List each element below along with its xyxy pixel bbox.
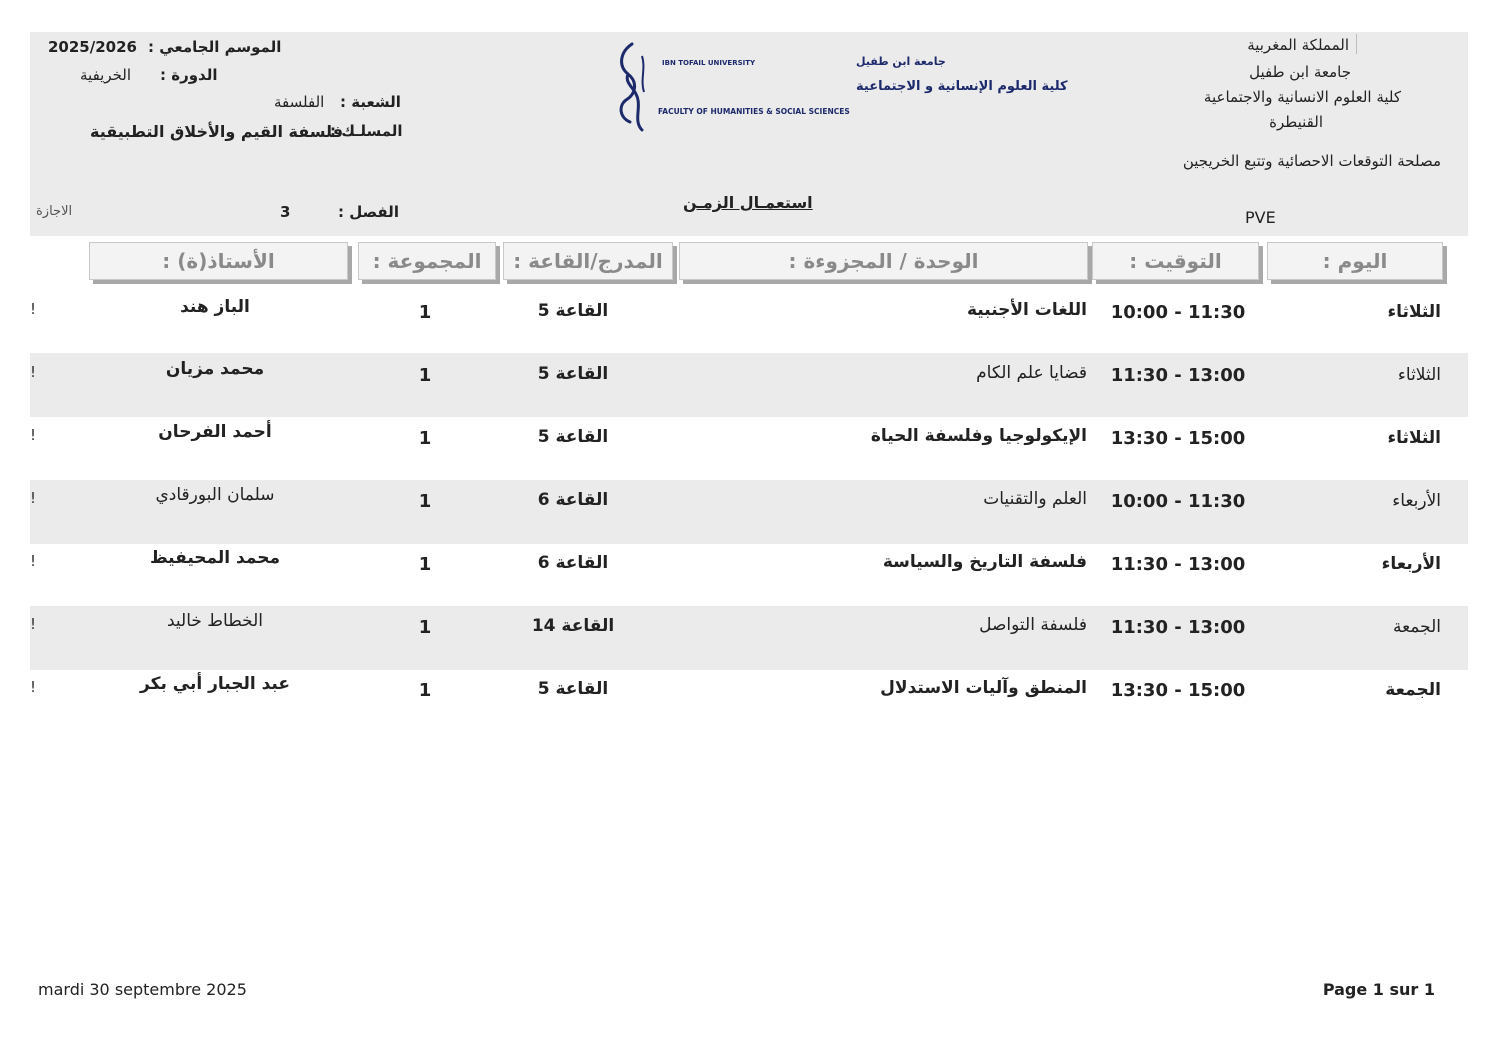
pve-code: PVE bbox=[1245, 208, 1276, 227]
university-label: جامعة ابن طفيل bbox=[1249, 63, 1351, 81]
row-time: 13:30 - 15:00 bbox=[1110, 428, 1246, 449]
semester-label: الفصل : bbox=[338, 203, 399, 221]
kingdom-label: المملكة المغربية bbox=[1247, 36, 1349, 54]
logo-line1-ar: جامعة ابن طفيل bbox=[856, 55, 946, 68]
column-header-group: المجموعة : bbox=[358, 242, 496, 280]
logo-line2-ar: كلية العلوم الإنسانية و الاجتماعية bbox=[856, 79, 1068, 94]
logo-line3-en: FACULTY OF HUMANITIES & SOCIAL SCIENCES bbox=[658, 107, 850, 116]
row-module: فلسفة التاريخ والسياسة bbox=[882, 552, 1087, 572]
logo-emblem-icon bbox=[621, 44, 642, 130]
row-room: القاعة 5 bbox=[537, 364, 609, 384]
row-module: اللغات الأجنبية bbox=[967, 300, 1087, 320]
column-header-time: التوقيت : bbox=[1092, 242, 1259, 280]
row-room: القاعة 5 bbox=[537, 679, 609, 699]
logo-line1-en: IBN TOFAIL UNIVERSITY bbox=[662, 59, 756, 67]
row-room: القاعة 14 bbox=[531, 616, 615, 636]
city-label: القنيطرة bbox=[1269, 113, 1323, 131]
row-prof: محمد مزيان bbox=[165, 359, 265, 379]
row-day: الجمعة bbox=[1392, 617, 1441, 637]
row-clipped-cell: ! bbox=[30, 426, 37, 444]
logo-emblem-stroke-icon bbox=[642, 56, 644, 92]
row-room: القاعة 6 bbox=[537, 490, 609, 510]
row-clipped-cell: ! bbox=[30, 552, 37, 570]
degree-label: الاجازة bbox=[36, 204, 73, 219]
service-label: مصلحة التوقعات الاحصائية وتتبع الخريجين bbox=[1182, 152, 1441, 170]
row-clipped-cell: ! bbox=[30, 300, 37, 318]
row-module: المنطق وآليات الاستدلال bbox=[880, 678, 1087, 698]
row-prof: عبد الجبار أبي بكر bbox=[140, 674, 290, 694]
season-label: الموسم الجامعي : bbox=[148, 38, 282, 56]
row-room: القاعة 5 bbox=[537, 427, 609, 447]
row-prof: أحمد الفرحان bbox=[158, 422, 272, 442]
column-header-day: اليوم : bbox=[1267, 242, 1443, 280]
row-time: 11:30 - 13:00 bbox=[1110, 554, 1246, 575]
row-prof: محمد المحيفيظ bbox=[149, 548, 281, 568]
branch-value: الفلسفة bbox=[274, 93, 325, 111]
season-value: 2025/2026 bbox=[48, 38, 137, 56]
session-label: الدورة : bbox=[160, 66, 218, 84]
row-prof: سلمان البورقادي bbox=[155, 485, 275, 505]
session-value: الخريفية bbox=[80, 66, 132, 84]
row-group: 1 bbox=[418, 680, 432, 701]
semester-value: 3 bbox=[280, 203, 291, 221]
university-logo bbox=[606, 38, 1068, 134]
row-time: 11:30 - 13:00 bbox=[1110, 365, 1246, 386]
row-prof: الباز هند bbox=[180, 297, 250, 317]
row-group: 1 bbox=[418, 554, 432, 575]
row-day: الثلاثاء bbox=[1397, 365, 1441, 385]
row-clipped-cell: ! bbox=[30, 489, 37, 507]
row-module: قضايا علم الكام bbox=[976, 363, 1087, 383]
faculty-label: كلية العلوم الانسانية والاجتماعية bbox=[1203, 88, 1401, 106]
row-module: فلسفة التواصل bbox=[979, 615, 1087, 635]
row-day: الثلاثاء bbox=[1387, 428, 1441, 448]
row-prof: الخطاط خاليد bbox=[166, 611, 264, 631]
row-day: الثلاثاء bbox=[1387, 302, 1441, 322]
track-value: فلسفة القيم والأخلاق التطبيقية bbox=[90, 122, 344, 141]
branch-label: الشعبة : bbox=[340, 93, 401, 111]
track-label: المسلـك : bbox=[330, 122, 403, 140]
row-room: القاعة 5 bbox=[537, 301, 609, 321]
row-clipped-cell: ! bbox=[30, 363, 37, 381]
row-clipped-cell: ! bbox=[30, 615, 37, 633]
row-module: الإيكولوجيا وفلسفة الحياة bbox=[870, 426, 1087, 446]
row-group: 1 bbox=[418, 302, 432, 323]
row-group: 1 bbox=[418, 365, 432, 386]
row-time: 11:30 - 13:00 bbox=[1110, 617, 1246, 638]
divider bbox=[1356, 34, 1357, 54]
row-day: الأربعاء bbox=[1381, 554, 1441, 574]
column-header-prof: الأستاذ(ة) : bbox=[89, 242, 348, 280]
row-group: 1 bbox=[418, 491, 432, 512]
row-time: 13:30 - 15:00 bbox=[1110, 680, 1246, 701]
page-title: استعمـال الزمـن bbox=[683, 193, 813, 212]
column-header-module: الوحدة / المجزوءة : bbox=[679, 242, 1088, 280]
column-header-room: المدرج/القاعة : bbox=[503, 242, 673, 280]
footer-page-number: Page 1 sur 1 bbox=[1322, 980, 1435, 999]
row-day: الجمعة bbox=[1385, 680, 1441, 700]
row-group: 1 bbox=[418, 428, 432, 449]
row-time: 10:00 - 11:30 bbox=[1110, 491, 1246, 512]
row-module: العلم والتقنيات bbox=[983, 489, 1087, 509]
row-day: الأربعاء bbox=[1392, 491, 1441, 511]
row-clipped-cell: ! bbox=[30, 678, 37, 696]
row-group: 1 bbox=[418, 617, 432, 638]
row-room: القاعة 6 bbox=[537, 553, 609, 573]
row-time: 10:00 - 11:30 bbox=[1110, 302, 1246, 323]
footer-date: mardi 30 septembre 2025 bbox=[38, 980, 247, 999]
